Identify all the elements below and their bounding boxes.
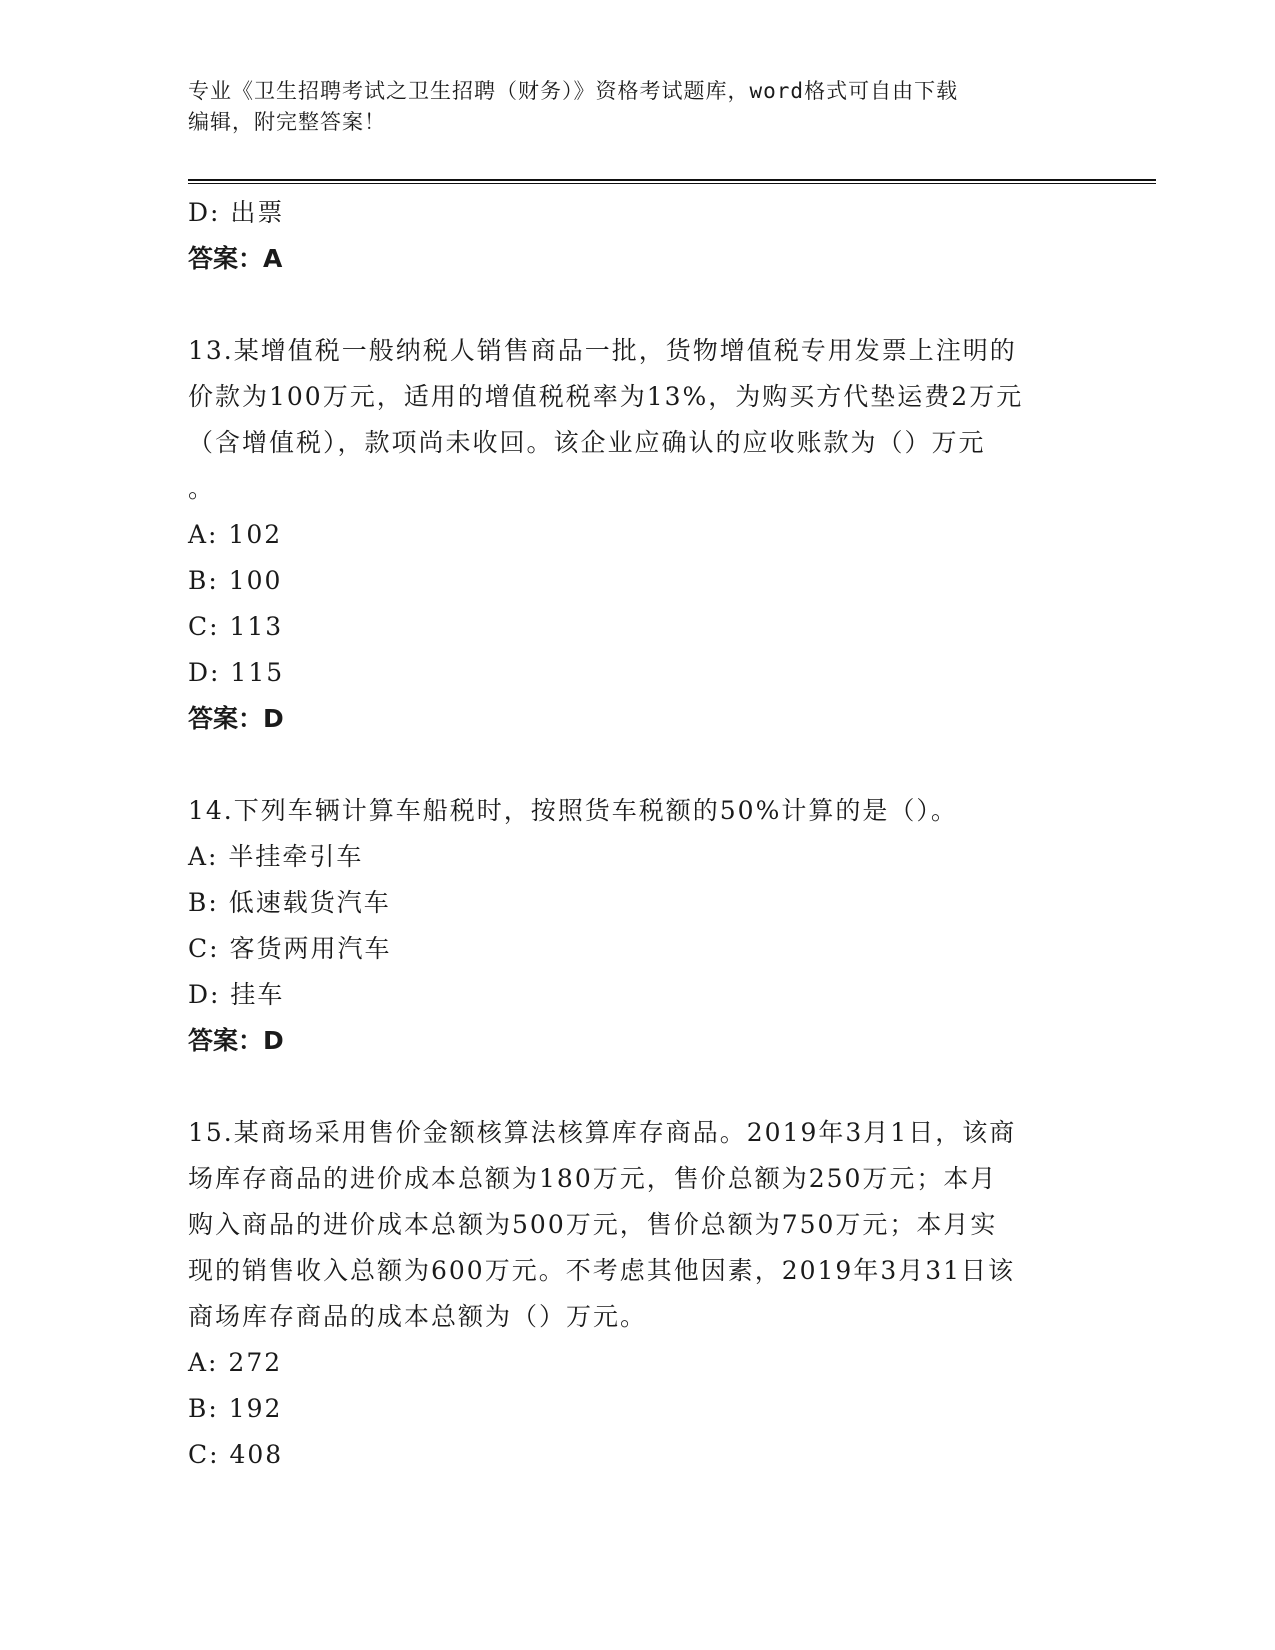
- question-content: [188, 190, 1088, 1478]
- option-b: B: 100: [188, 566, 283, 595]
- header-line-2: 编辑，附完整答案！: [188, 110, 386, 134]
- header-divider-thin: [188, 183, 1156, 184]
- spacer: [188, 1064, 1088, 1110]
- page-header: [188, 76, 1068, 138]
- answer: 答案：D: [188, 1026, 284, 1055]
- question-13: [188, 328, 1088, 742]
- header-line-1: 专业《卫生招聘考试之卫生招聘（财务）》资格考试题库，word格式可自由下载: [188, 79, 959, 103]
- spacer: [188, 742, 1088, 788]
- option-b: B: 低速载货汽车: [188, 888, 391, 917]
- spacer: [188, 282, 1088, 328]
- question-text: 13.某增值税一般纳税人销售商品一批，货物增值税专用发票上注明的 价款为100万元，适用的增值税税率为13%，为购买方代垫运费2万元 （含增值税），款项尚未收回。该企业应确认的应收账款为（）万元 。: [188, 336, 1024, 503]
- question-text: 15.某商场采用售价金额核算法核算库存商品。2019年3月1日，该商 场库存商品的进价成本总额为180万元，售价总额为250万元；本月 购入商品的进价成本总额为500万元，售价总额为750万元；本月实 现的销售收入总额为600万元。不考虑其他因素，2019年3月31日该 商场库存商品的成本总额为（）万元。: [188, 1118, 1017, 1331]
- question-text: 14.下列车辆计算车船税时，按照货车税额的50%计算的是（）。: [188, 796, 958, 825]
- option-a: A: 半挂牵引车: [188, 842, 364, 871]
- option-d: D: 挂车: [188, 980, 285, 1009]
- question-15: [188, 1110, 1088, 1478]
- option-c: C: 客货两用汽车: [188, 934, 392, 963]
- question-14: [188, 788, 1088, 1064]
- option-a: A: 102: [188, 520, 283, 549]
- option-b: B: 192: [188, 1394, 283, 1423]
- option-c: C: 408: [188, 1440, 284, 1469]
- option-d: D: 115: [188, 658, 285, 687]
- answer: 答案：D: [188, 704, 284, 733]
- option-a: A: 272: [188, 1348, 283, 1377]
- option-d: D: 出票: [188, 198, 285, 227]
- option-c: C: 113: [188, 612, 284, 641]
- header-divider-thick: [188, 179, 1156, 181]
- answer: 答案：A: [188, 244, 283, 273]
